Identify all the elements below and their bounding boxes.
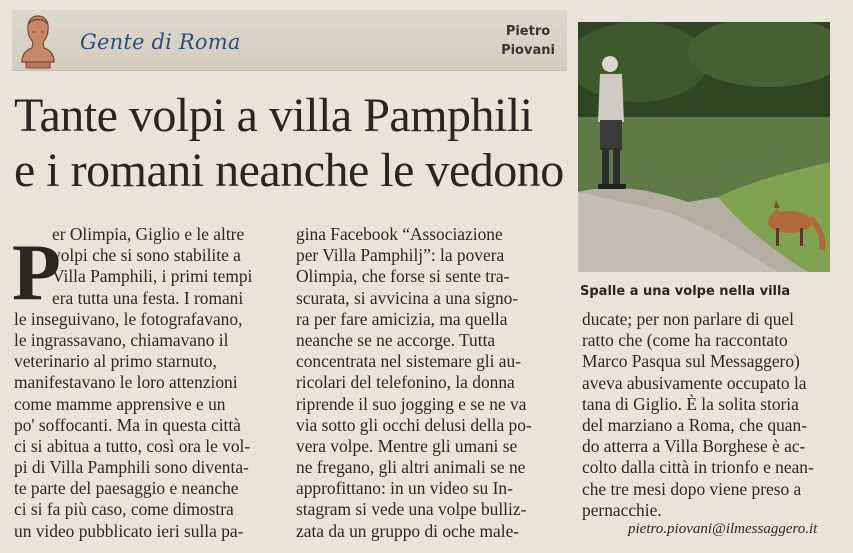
text-line: pi di Villa Pamphili sono diventa- [14,457,249,478]
text-line: neanche se ne accorge. Tutta [296,329,496,350]
text-line: do atterra a Villa Borghese è ac- [582,436,806,457]
article-column-1 [52,224,278,309]
text-line: che tre mesi dopo viene preso a [582,478,802,499]
section-rubric: Gente di Roma [80,30,241,54]
text-line: vera volpe. Mentre gli umani se [296,435,518,456]
text-line: Marco Pasqua sul Messaggero) [582,351,800,372]
article-headline [14,88,574,198]
text-line: colto dalla città in trionfo e nean- [582,457,814,478]
text-line: scurata, si avvicina a una signo- [296,287,519,308]
text-line: ci si fa più caso, come dimostra [14,499,234,520]
text-line: stagram si vede una volpe bulliz- [296,499,527,520]
text-line: er Olimpia, Giglio e le altre [52,224,245,244]
text-line: ratto che (come ha raccontato [582,330,788,351]
text-line: ci si abitua a tutto, così ora le vol- [14,435,251,456]
text-line: ne fregano, gli altri animali se ne [296,457,526,478]
fox-photo [578,22,830,272]
author-last-name: Piovani [501,43,555,58]
author-email: pietro.piovani@ilmessaggero.it [628,521,818,537]
text-line: te parte del paesaggio e neanche [14,478,239,499]
text-line: ricolari del telefonino, la donna [296,372,515,393]
headline-line-2: e i romani neanche le vedono [14,144,564,197]
headline-line-1: Tante volpi a villa Pamphili [14,89,533,142]
text-line: gina Facebook “Associazione [296,224,503,244]
text-line: po' soffocanti. Ma in questa città [14,414,241,435]
author-byline [488,22,568,60]
drop-cap: P [12,229,61,317]
text-line: ra per fare amicizia, ma quella [296,308,508,329]
article-column-1-full [14,309,278,542]
bust-icon [18,12,58,70]
author-first-name: Pietro [505,24,551,39]
text-line: ducate; per non parlare di quel [582,309,794,329]
text-line: volpi che si sono stabilite a [52,245,241,266]
text-line: Villa Pamphili, i primi tempi [52,266,253,287]
text-line: le inseguivano, le fotografavano, [14,308,243,329]
text-line: zata da un gruppo di oche male- [296,520,520,541]
text-line: via sotto gli occhi delusi della po- [296,414,532,435]
text-line: come mamme apprensive e un [14,393,226,414]
text-line: manifestavano le loro attenzioni [14,372,238,393]
article-column-2 [296,224,564,542]
photo-caption: Spalle a una volpe nella villa [580,284,791,299]
text-line: approfittano: in un video su In- [296,478,513,499]
text-line: per Villa Pamphilj”: la povera [296,245,505,266]
article-column-3 [582,309,842,521]
text-line: riprende il suo jogging e se ne va [296,393,527,414]
text-line: pernacchie. [582,499,662,520]
text-line: concentrata nel sistemare gli au- [296,351,522,372]
text-line: un video pubblicato ieri sulla pa- [14,520,244,541]
text-line: era tutta una festa. I romani [52,287,244,308]
text-line: veterinario al primo starnuto, [14,351,217,372]
text-line: aveva abusivamente occupato la [582,372,807,393]
text-line: tana di Giglio. È la solita storia [582,393,799,414]
text-line: del marziano a Roma, che quan- [582,414,808,435]
text-line: Olimpia, che forse si sente tra- [296,266,510,287]
text-line: le ingrassavano, chiamavano il [14,329,229,350]
